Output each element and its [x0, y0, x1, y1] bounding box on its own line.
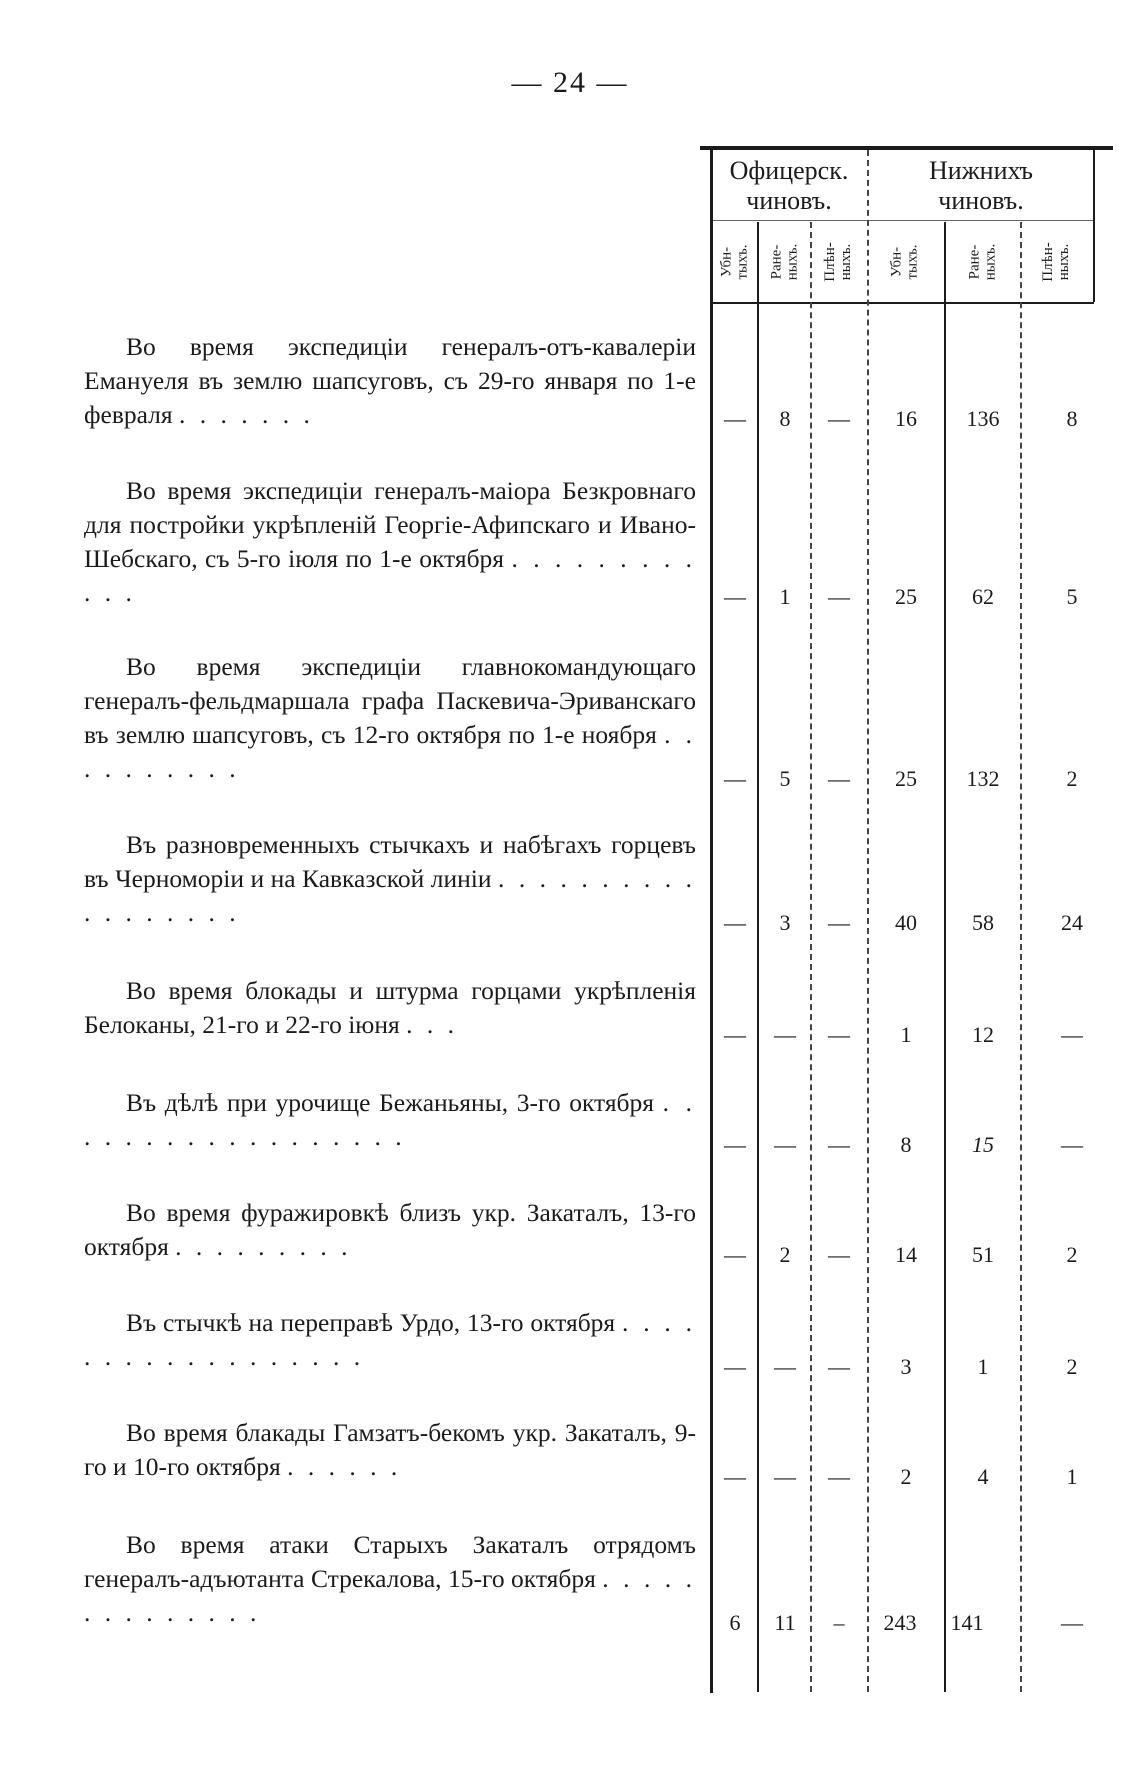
table-cell: —	[774, 1464, 796, 1489]
table-cell: —	[724, 1464, 746, 1489]
table-row-description: Въ разновременныхъ стычкахъ и набѣгахъ горцевъ въ Черноморіи и на Кавказской линіи . . . . . . . . . . . . . . . . . .	[84, 830, 697, 927]
header-col-ranks-captured: Плѣн- ныхъ.	[1040, 242, 1072, 282]
table-cell: 6	[729, 1610, 741, 1635]
table-cell: 12	[972, 1022, 994, 1047]
table-cell: —	[724, 1354, 746, 1379]
header-group-lower-ranks-line2: чиновъ.	[938, 186, 1024, 215]
table-row-description: Во время блокады и штурма горцами укрѣпленія Белоканы, 21-го и 22-го іюня . . .	[84, 976, 696, 1039]
top-rule	[700, 146, 1113, 150]
table-cell: 1	[1066, 1464, 1078, 1489]
header-rule	[712, 302, 1094, 304]
header-col-officers-killed: Убн- тыхъ.	[718, 244, 751, 280]
table-cell: 2	[1066, 766, 1078, 791]
header-col-ranks-wounded: Ране- ныхъ.	[965, 243, 998, 281]
table-cell: —	[828, 1022, 850, 1047]
page-number: — 24 —	[511, 66, 629, 99]
table-cell: —	[1061, 1610, 1083, 1635]
table-cell: 51	[972, 1242, 994, 1267]
table-row-description: Во время блакады Гамзатъ-бекомъ укр. Закаталъ, 9-го и 10-го октября . . . . . .	[84, 1418, 696, 1481]
table-cell: —	[774, 1022, 796, 1047]
table-row-description: Во время фуражировкѣ близъ укр. Закаталъ, 13-го октября . . . . . . . . .	[84, 1198, 696, 1261]
table-cell: —	[828, 1464, 850, 1489]
table-cell: —	[1061, 1022, 1083, 1047]
table-cell: 8	[779, 406, 791, 431]
table-cell: 3	[779, 910, 791, 935]
header-col-ranks-killed: Убн- тыхъ.	[888, 244, 921, 280]
table-cell: 1	[900, 1022, 912, 1047]
header-group-officers-line2: чиновъ.	[746, 186, 832, 215]
table-cell: —	[724, 910, 746, 935]
table-cell: —	[774, 1354, 796, 1379]
table-cell: —	[828, 406, 850, 431]
table-cell: 11	[774, 1610, 796, 1635]
table-cell: 58	[972, 910, 994, 935]
table-cell: 132	[966, 766, 1000, 791]
header-group-officers	[713, 156, 865, 216]
header-col-officers-wounded: Ране- ныхъ.	[767, 243, 800, 281]
table-cell: 141	[950, 1610, 984, 1635]
table-cell: —	[1061, 1132, 1083, 1157]
vline-right	[1093, 150, 1095, 302]
table-cell: 14	[895, 1242, 917, 1267]
table-cell: 15	[972, 1132, 994, 1157]
table-cell: —	[828, 1354, 850, 1379]
table-cell: 25	[895, 584, 917, 609]
table-cell: —	[724, 766, 746, 791]
table-cell: 62	[972, 584, 994, 609]
table-cell: 2	[1066, 1354, 1078, 1379]
table-cell: —	[724, 1022, 746, 1047]
table-cell: 24	[1061, 910, 1083, 935]
table-cell: —	[828, 1132, 850, 1157]
table-row-description: Во время экспедиціи главнокомандующаго генералъ-фельдмаршала графа Паскевича-Эриванскаго въ землю шапсуговъ, съ 12-го октября по 1-е ноября . . . . . . . . . .	[84, 652, 697, 783]
table-cell: 25	[895, 766, 917, 791]
table-row-description: Во время экспедиціи генералъ-отъ-кавалеріи Емануеля въ землю шапсуговъ, съ 29-го января по 1-е февраля . . . . . . .	[84, 332, 696, 429]
table-cell: —	[828, 1242, 850, 1267]
table-row-description: Въ стычкѣ на переправѣ Урдо, 13-го октября . . . . . . . . . . . . . . . . . .	[84, 1308, 697, 1371]
table-cell: —	[774, 1132, 796, 1157]
header-group-officers-line1: Офицерск.	[729, 156, 849, 185]
table-row-description: Въ дѣлѣ при урочище Бежаньяны, 3-го октября . . . . . . . . . . . . . . . . . .	[84, 1088, 697, 1151]
table-row-description: Во время атаки Старыхъ Закаталъ отрядомъ генералъ-адъютанта Стрекалова, 15-го октября . . . . . . . . . . . . . .	[84, 1530, 696, 1627]
header-col-officers-captured: Плѣн- ныхъ.	[822, 242, 854, 282]
table-cell: 16	[895, 406, 917, 431]
table-cell: —	[828, 910, 850, 935]
table-cell: 3	[900, 1354, 912, 1379]
table-cell: —	[724, 406, 746, 431]
table-cell: 1	[977, 1354, 989, 1379]
header-group-lower-ranks-line1: Нижнихъ	[929, 156, 1033, 185]
table-cell: 2	[1066, 1242, 1078, 1267]
group-rule	[712, 220, 1094, 221]
table-cell: 40	[895, 910, 917, 935]
table-cell: 4	[977, 1464, 989, 1489]
table-cell: 8	[1066, 406, 1078, 431]
table-cell: 2	[779, 1242, 791, 1267]
table-row-description: Во время экспедиціи генералъ-маіора Безкровнаго для постройки укрѣпленій Георгіе-Афипскаго и Ивано-Шебскаго, съ 5-го іюля по 1-е октября . . . . . . . . . . . .	[84, 476, 697, 607]
table-cell: 1	[779, 584, 791, 609]
table-cell: —	[724, 584, 746, 609]
table-cell: 136	[966, 406, 1000, 431]
table-cell: —	[724, 1242, 746, 1267]
header-group-lower-ranks	[870, 156, 1092, 216]
table-cell: 2	[900, 1464, 912, 1489]
table-cell: 5	[779, 766, 791, 791]
table-cell: –	[833, 1610, 845, 1635]
table-cell: 243	[883, 1610, 917, 1635]
table-cell: —	[828, 766, 850, 791]
table-cell: 5	[1066, 584, 1078, 609]
table-cell: —	[828, 584, 850, 609]
table-cell: 8	[900, 1132, 912, 1157]
table-cell: —	[724, 1132, 746, 1157]
